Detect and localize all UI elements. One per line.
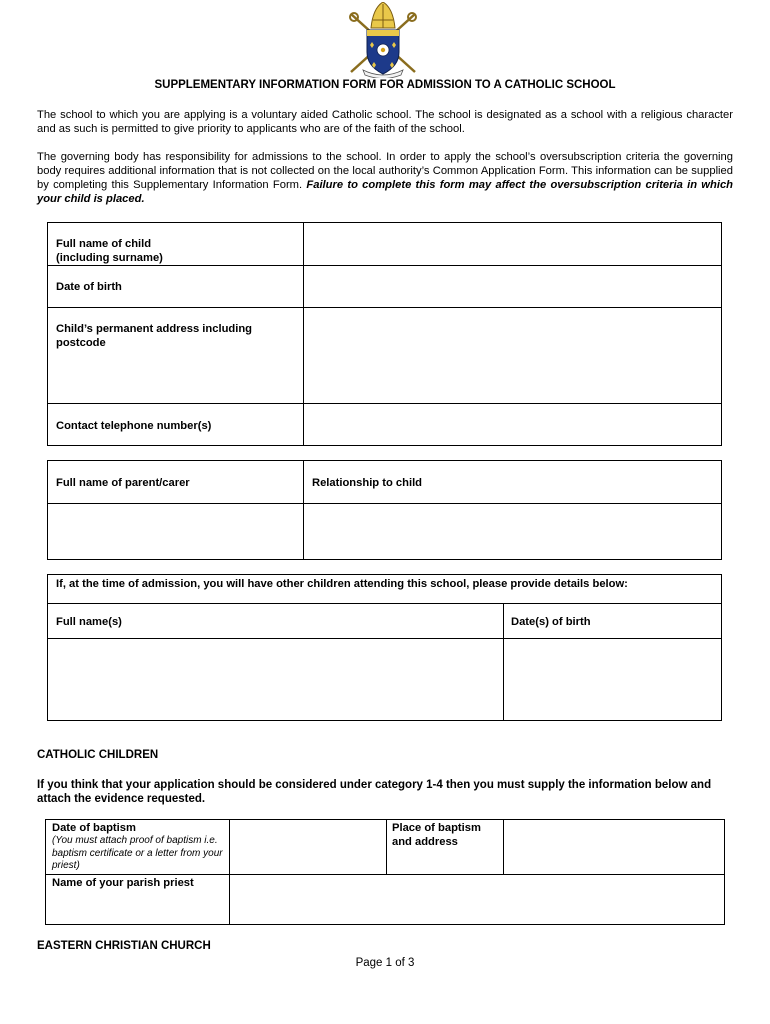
baptism-place-field[interactable] [505,821,723,873]
table-divider [303,222,304,446]
contact-phone-field[interactable] [305,405,720,445]
page-number: Page 1 of 3 [355,957,415,969]
intro-paragraph-1: The school to which you are applying is a voluntary aided Catholic school. The school is designated as a school with a religious character and as such is permitted to give priority to applicants who are of the faith of the school. [37,109,733,135]
table-row-divider [47,307,722,308]
child-address-field[interactable] [305,309,720,402]
child-dob-field[interactable] [305,267,720,306]
parent-name-field[interactable] [49,505,301,558]
contact-phone-label: Contact telephone number(s) [56,420,212,432]
table-divider [503,603,504,721]
table-row-divider [47,403,722,404]
sibling-names-field[interactable] [49,640,501,719]
baptism-place-label: Place of baptism and address [392,822,481,848]
relationship-label: Relationship to child [312,477,423,489]
child-full-name-sublabel: (including surname) [56,252,163,264]
sibling-names-label: Full name(s) [56,616,122,628]
intro-paragraph-2-text: The governing body has responsibility for admissions to the school. In order to apply the school’s oversubscription criteria the governing body requires additional information that is not collected on the local authority’s Common Application Form. This information can be supplied by completing this Supplementary Information Form. [37,151,733,191]
child-address-label: Child’s permanent address including postcode [56,323,253,349]
sibling-dobs-field[interactable] [505,640,720,719]
baptism-proof-note: (You must attach proof of baptism i.e. baptism certificate or a letter from your priest) [52,835,223,871]
child-full-name-field[interactable] [305,224,720,264]
table-row-divider [47,603,722,604]
eastern-christian-heading: EASTERN CHRISTIAN CHURCH [37,940,211,952]
intro-paragraph-2-warning: Failure to complete this form may affect the oversubscription criteria in which your child is placed. [37,179,734,205]
baptism-date-field[interactable] [231,821,384,873]
table-row-divider [47,265,722,266]
table-row-divider [47,638,722,639]
parent-name-label: Full name of parent/carer [56,477,190,489]
form-title: SUPPLEMENTARY INFORMATION FORM FOR ADMISSION TO A CATHOLIC SCHOOL [154,79,616,91]
intro-paragraph-2 [37,150,733,206]
parish-priest-field[interactable] [231,876,723,924]
table-divider [503,819,504,874]
table-divider [303,460,304,560]
siblings-intro: If, at the time of admission, you will have other children attending this school, please provide details below: [56,578,628,590]
child-full-name-label: Full name of child [56,238,152,250]
table-divider [229,819,230,925]
diocesan-crest-icon [343,2,423,78]
catholic-children-heading: CATHOLIC CHILDREN [37,749,159,761]
parish-priest-label: Name of your parish priest [52,877,194,889]
table-row-divider [47,503,722,504]
table-row-divider [45,874,725,875]
relationship-field[interactable] [305,505,720,558]
catholic-instruction: If you think that your application should be considered under category 1-4 then you must supply the information below and attach the evidence requested. [37,779,712,805]
baptism-date-label: Date of baptism [52,822,136,834]
table-divider [386,819,387,874]
sibling-dobs-label: Date(s) of birth [511,616,591,628]
child-dob-label: Date of birth [56,281,122,293]
